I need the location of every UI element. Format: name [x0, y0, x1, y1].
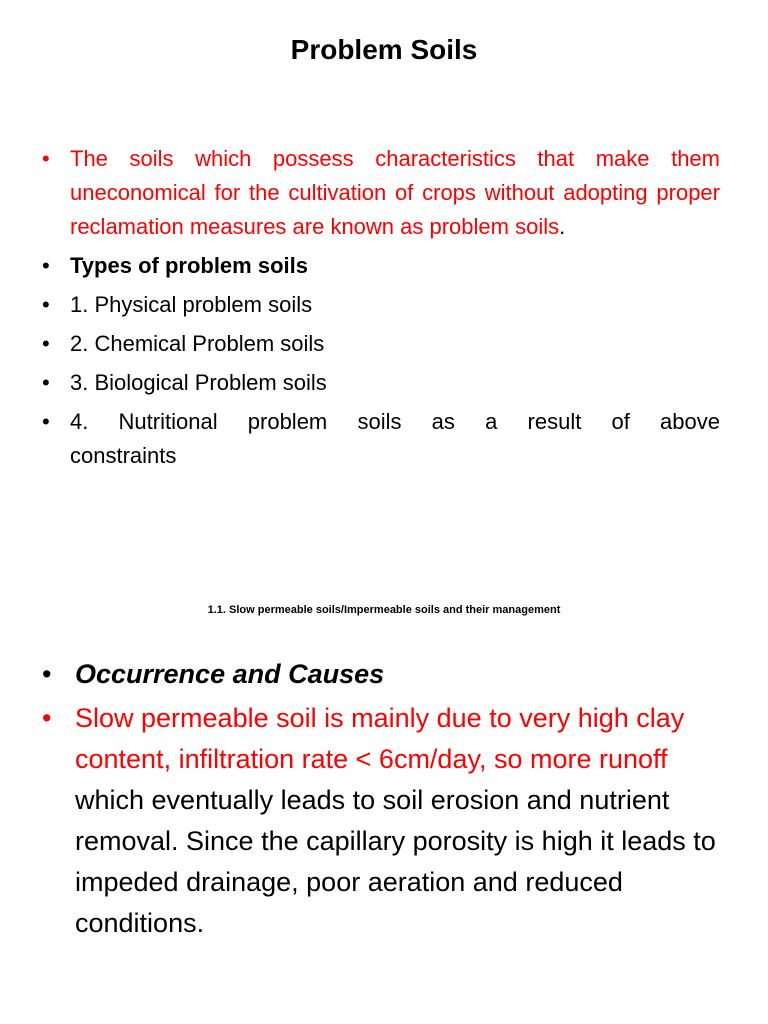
type-physical: 1. Physical problem soils — [70, 292, 313, 317]
section-list — [42, 654, 732, 947]
list-item — [42, 288, 720, 322]
list-item — [42, 698, 732, 944]
list-item — [42, 142, 720, 244]
definition-text: The soils which possess characteristics that make them uneconomical for the cultivation of crops without adopting proper reclamation measures are known as problem soils — [70, 146, 720, 239]
bullet-marker: • — [42, 659, 52, 689]
bullet-list — [42, 142, 720, 478]
list-item — [42, 405, 720, 473]
section-subheading: 1.1. Slow permeable soils/Impermeable soils and their management — [207, 604, 561, 616]
types-heading: Types of problem soils — [70, 253, 308, 278]
causes-black-text: which eventually leads to soil erosion and nutrient removal. Since the capillary porosity is high it leads to impeded drainage, poor aeration and reduced conditions. — [75, 785, 716, 938]
bullet-marker: • — [42, 331, 50, 356]
bullet-marker: • — [42, 292, 50, 317]
page-title: Problem Soils — [290, 34, 478, 65]
type-chemical: 2. Chemical Problem soils — [70, 331, 325, 356]
type-nutritional-line1: 4. Nutritional problem soils as a result of above — [70, 409, 720, 434]
bullet-marker: • — [42, 146, 50, 171]
bullet-marker: • — [42, 703, 52, 733]
list-item — [42, 654, 732, 695]
bullet-marker: • — [42, 409, 50, 434]
bullet-marker: • — [42, 253, 50, 278]
definition-period: . — [559, 214, 566, 239]
type-biological: 3. Biological Problem soils — [70, 370, 327, 395]
type-nutritional-line2: constraints — [70, 443, 177, 468]
list-item — [42, 327, 720, 361]
bullet-marker: • — [42, 370, 50, 395]
list-item — [42, 366, 720, 400]
section-heading: Occurrence and Causes — [75, 659, 385, 689]
list-item — [42, 249, 720, 283]
causes-red-text: Slow permeable soil is mainly due to very high clay content, infiltration rate < 6cm/day, so more runoff — [75, 703, 685, 774]
